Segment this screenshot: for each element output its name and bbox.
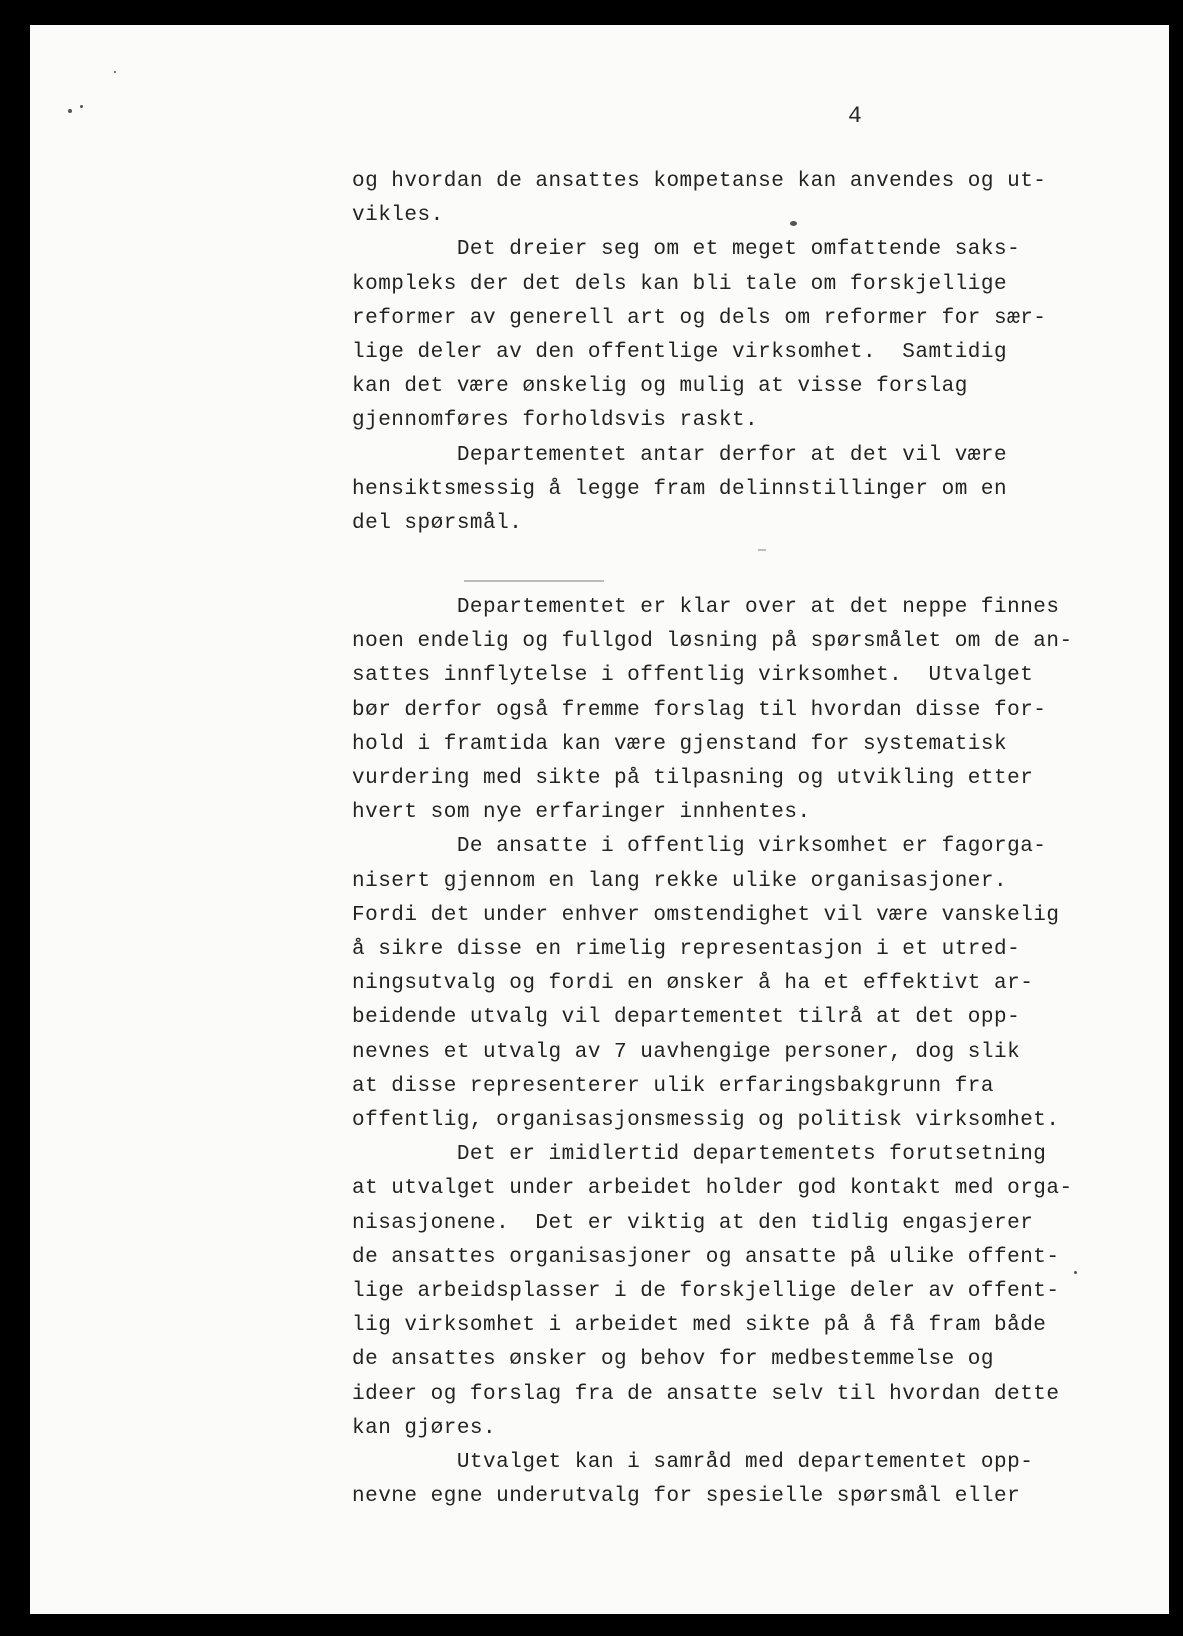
faint-mark: [758, 549, 766, 551]
text-line: Departementet er klar over at det neppe finnes: [352, 596, 1060, 619]
text-line: nevnes et utvalg av 7 uavhengige personer, dog slik: [352, 1040, 1021, 1064]
text-line: noen endelig og fullgod løsning på spørsmålet om de an-: [352, 630, 1073, 654]
text-line: Fordi det under enhver omstendighet vil være vanskelig: [352, 903, 1060, 927]
text-line: kan gjøres.: [352, 1416, 497, 1440]
faint-mark: [464, 580, 604, 582]
text-line: beidende utvalg vil departementet tilrå at det opp-: [352, 1006, 1021, 1030]
paragraph-block-2: [352, 591, 1073, 1514]
paragraph-block-1: [352, 165, 1046, 541]
text-line: gjennomføres forholdsvis raskt.: [352, 409, 759, 433]
text-line: Departementet antar derfor at det vil være: [352, 443, 1008, 467]
text-line: Det dreier seg om et meget omfattende saks-: [352, 238, 1021, 262]
text-line: nisert gjennom en lang rekke ulike organisasjoner.: [352, 869, 1008, 893]
text-line: hensiktsmessig å legge fram delinnstillinger om en: [352, 477, 1008, 501]
scan-speck: [80, 105, 83, 108]
text-line: ningsutvalg og fordi en ønsker å ha et effektivt ar-: [352, 972, 1034, 996]
text-line: at disse representerer ulik erfaringsbakgrunn fra: [352, 1074, 995, 1098]
text-line: ideer og forslag fra de ansatte selv til hvordan dette: [352, 1382, 1060, 1406]
text-line: del spørsmål.: [352, 512, 523, 536]
text-line: Det er imidlertid departementets forutsetning: [352, 1143, 1047, 1167]
text-line: hvert som nye erfaringer innhentes.: [352, 801, 811, 825]
text-line: og hvordan de ansattes kompetanse kan anvendes og ut-: [352, 170, 1047, 193]
text-line: at utvalget under arbeidet holder god kontakt med orga-: [352, 1177, 1073, 1201]
text-line: bør derfor også fremme forslag til hvordan disse for-: [352, 698, 1047, 722]
page-number: 4: [848, 103, 862, 129]
text-line: vikles.: [352, 204, 444, 228]
text-line: nevne egne underutvalg for spesielle spørsmål eller: [352, 1485, 1021, 1509]
scan-speck: [114, 71, 116, 73]
document-page: [30, 25, 1169, 1614]
text-line: reformer av generell art og dels om reformer for sær-: [352, 306, 1047, 330]
text-line: lige deler av den offentlige virksomhet. Samtidig: [352, 341, 1008, 365]
text-line: de ansattes ønsker og behov for medbestemmelse og: [352, 1348, 995, 1372]
text-line: offentlig, organisasjonsmessig og politisk virksomhet.: [352, 1109, 1060, 1133]
text-line: kan det være ønskelig og mulig at visse forslag: [352, 375, 968, 399]
text-line: Utvalget kan i samråd med departementet opp-: [352, 1451, 1034, 1475]
text-line: hold i framtida kan være gjenstand for systematisk: [352, 732, 1008, 756]
text-line: lige arbeidsplasser i de forskjellige deler av offent-: [352, 1280, 1060, 1304]
text-line: å sikre disse en rimelig representasjon i et utred-: [352, 938, 1021, 962]
text-line: de ansattes organisasjoner og ansatte på ulike offent-: [352, 1245, 1060, 1269]
scan-speck: [790, 221, 797, 226]
text-line: sattes innflytelse i offentlig virksomhet. Utvalget: [352, 664, 1034, 688]
text-line: kompleks der det dels kan bli tale om forskjellige: [352, 272, 1008, 296]
scan-speck: [1074, 1271, 1077, 1274]
text-line: vurdering med sikte på tilpasning og utvikling etter: [352, 767, 1034, 791]
text-line: De ansatte i offentlig virksomhet er fagorga-: [352, 835, 1047, 859]
text-line: lig virksomhet i arbeidet med sikte på å få fram både: [352, 1314, 1047, 1338]
text-line: nisasjonene. Det er viktig at den tidlig engasjerer: [352, 1211, 1034, 1235]
scan-speck: [68, 109, 72, 113]
